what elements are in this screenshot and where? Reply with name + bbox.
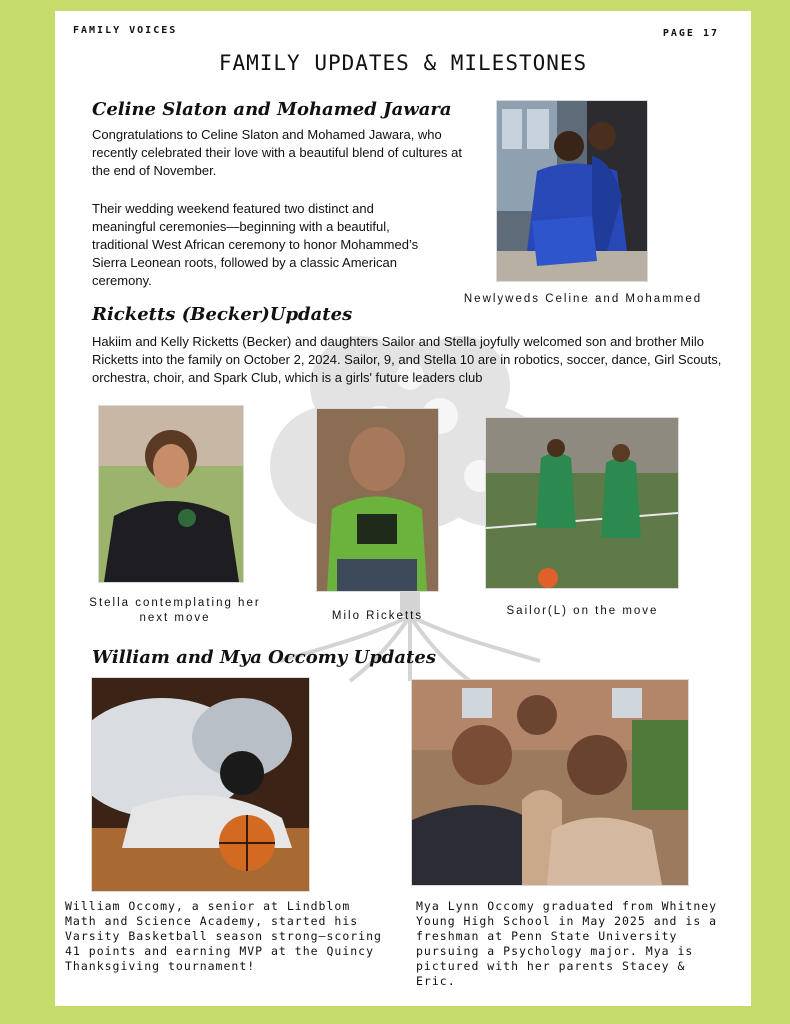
wedding-photo <box>496 100 648 282</box>
section-title-slaton: Celine Slaton and Mohamed Jawara <box>92 99 452 120</box>
section-title-ricketts: Ricketts (Becker)Updates <box>92 304 353 325</box>
wedding-photo-caption: Newlyweds Celine and Mohammed <box>463 293 703 305</box>
mya-photo-caption: Mya Lynn Occomy graduated from Whitney Young High School in May 2025 and is a freshman at Penn State University pursuing a Psychology major. Mya is pictured with her parents Stacey & Eric. <box>416 899 718 988</box>
publication-name: FAMILY VOICES <box>73 25 178 36</box>
stella-photo-caption: Stella contemplating her next move <box>89 597 261 624</box>
william-photo-caption: William Occomy, a senior at Lindblom Math and Science Academy, started his Varsity Basketball season strong—scoring 41 points and earning MVP at the Quincy Thanksgiving tournament! <box>65 899 382 973</box>
page-number: PAGE 17 <box>662 28 719 39</box>
sailor-soccer-photo <box>485 417 679 589</box>
milo-photo <box>316 408 439 592</box>
ricketts-paragraph: Hakiim and Kelly Ricketts (Becker) and daughters Sailor and Stella joyfully welcomed son and brother Milo Ricketts into the family on October 2, 2024. Sailor, 9, and Stella 10 are in robotics, soccer, dance, Girl Scouts, orchestra, choir, and Spark Club, which is a girls' future leaders club <box>92 334 722 385</box>
slaton-paragraph-1: Congratulations to Celine Slaton and Mohamed Jawara, who recently celebrated their love with a beautiful blend of cultures at the end of November. <box>92 127 462 178</box>
page-title: FAMILY UPDATES & MILESTONES <box>218 51 588 75</box>
newsletter-page <box>55 11 751 1006</box>
section-title-occomy: William and Mya Occomy Updates <box>92 647 436 668</box>
sailor-photo-caption: Sailor(L) on the move <box>506 605 659 617</box>
william-basketball-photo <box>91 677 310 892</box>
milo-photo-caption: Milo Ricketts <box>331 610 424 622</box>
stella-photo <box>98 405 244 583</box>
mya-family-photo <box>411 679 689 886</box>
slaton-paragraph-2: Their wedding weekend featured two distinct and meaningful ceremonies—beginning with a beautiful, traditional West African ceremony to honor Mohammed’s Sierra Leonean roots, followed by a classic American ceremony. <box>92 201 419 288</box>
